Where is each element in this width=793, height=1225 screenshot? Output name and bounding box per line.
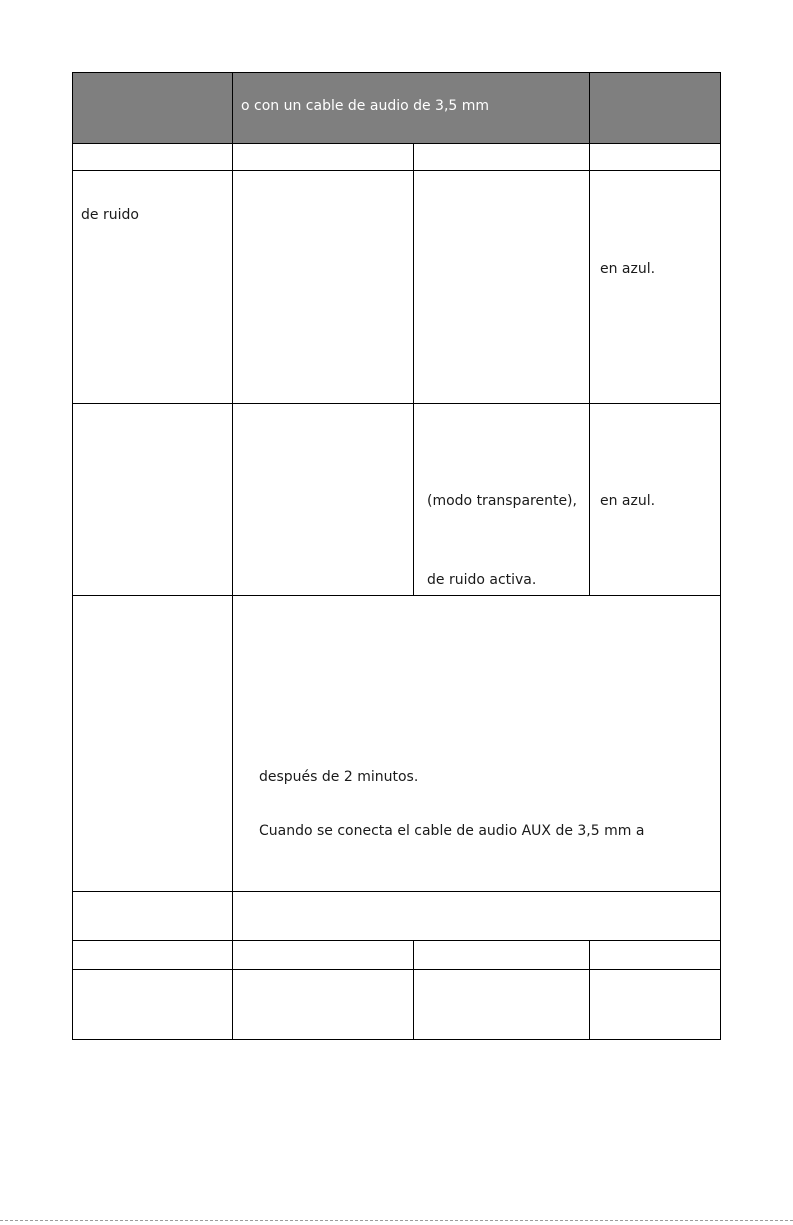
page-bottom-edge — [0, 1220, 793, 1221]
row-aux-cable-text: Cuando se conecta el cable de audio AUX de 3,5 mm a — [259, 823, 645, 839]
row-auto-off-text: después de 2 minutos. — [259, 769, 419, 785]
table-border-top — [72, 72, 721, 73]
row-status-noise: en azul. — [600, 261, 656, 277]
column-divider-3 — [589, 940, 590, 1040]
column-divider-1 — [232, 72, 233, 1040]
table-border-right — [720, 72, 721, 1040]
table-header-text: o con un cable de audio de 3,5 mm — [241, 98, 490, 114]
row-label-noise: de ruido — [81, 207, 139, 223]
table-rule — [72, 170, 721, 171]
table-rule — [72, 891, 721, 892]
row-status-transparent: en azul. — [600, 493, 656, 509]
table-border-bottom — [72, 1039, 721, 1040]
table-rule — [72, 595, 721, 596]
table-rule — [72, 403, 721, 404]
table-rule — [72, 143, 721, 144]
row-mode-anc: de ruido activa. — [427, 572, 537, 588]
column-divider-3 — [589, 72, 590, 596]
table-rule — [72, 940, 721, 941]
row-mode-transparent: (modo transparente), — [427, 493, 577, 509]
column-divider-2 — [413, 143, 414, 596]
table-rule — [72, 969, 721, 970]
column-divider-2 — [413, 940, 414, 1040]
table-border-left — [72, 72, 73, 1040]
